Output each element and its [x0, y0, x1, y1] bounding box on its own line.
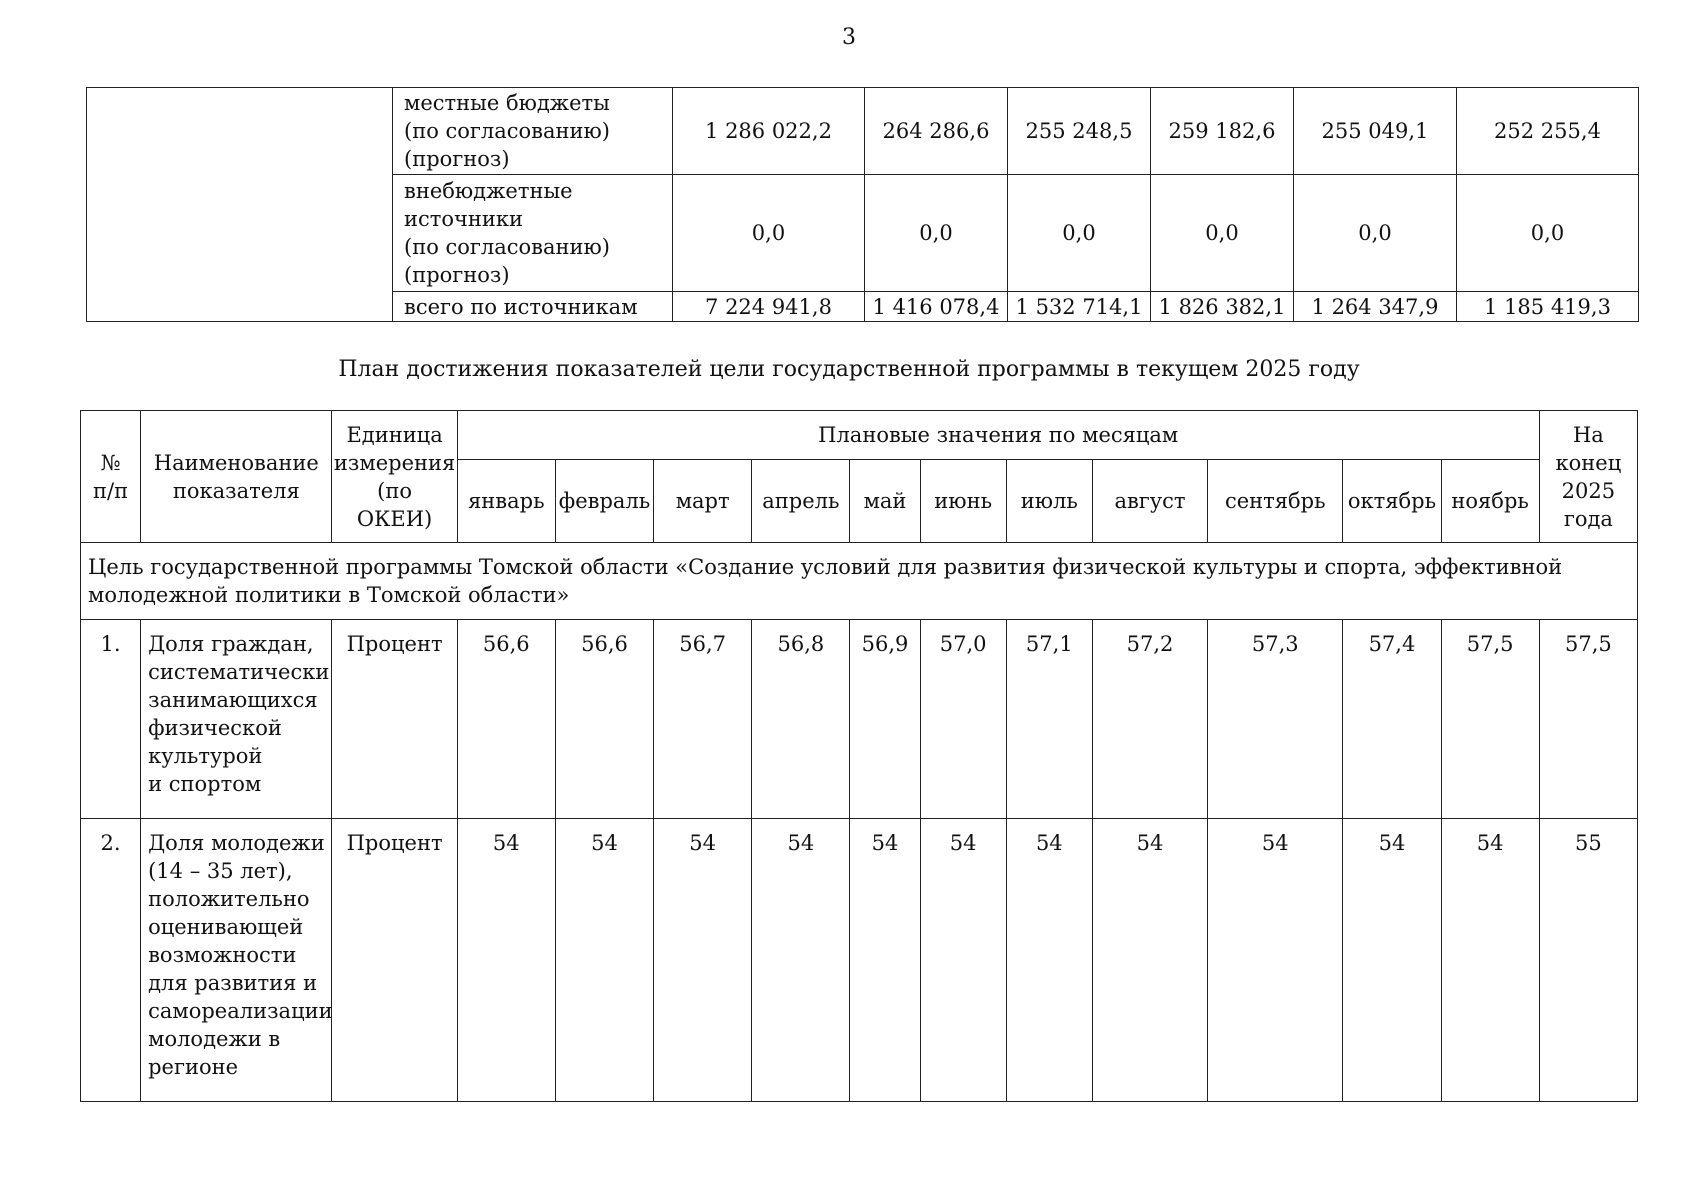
- month-value: 54: [1343, 819, 1441, 1102]
- header-indicator-name: Наименование показателя: [141, 411, 332, 543]
- funding-value: 0,0: [1457, 175, 1639, 292]
- funding-value: 1 264 347,9: [1294, 292, 1457, 322]
- month-value: 54: [555, 819, 653, 1102]
- funding-value: 0,0: [1008, 175, 1151, 292]
- funding-value: 7 224 941,8: [673, 292, 865, 322]
- funding-value: 0,0: [865, 175, 1008, 292]
- month-value: 57,2: [1092, 620, 1207, 819]
- month-value: 57,1: [1006, 620, 1092, 819]
- funding-table: [86, 87, 1639, 322]
- row-num: 2.: [81, 819, 141, 1102]
- header-months-group: Плановые значения по месяцам: [457, 411, 1539, 460]
- funding-source: всего по источникам: [393, 292, 673, 322]
- header-month: апрель: [752, 460, 850, 543]
- funding-value: 0,0: [1151, 175, 1294, 292]
- header-unit: Единица измерения (по ОКЕИ): [332, 411, 457, 543]
- header-month: сентябрь: [1208, 460, 1343, 543]
- header-num: № п/п: [81, 411, 141, 543]
- month-value: 57,3: [1208, 620, 1343, 819]
- indicator-unit: Процент: [332, 620, 457, 819]
- funding-value: 259 182,6: [1151, 88, 1294, 175]
- indicator-name: Доля молодежи (14 – 35 лет), положительно оценивающей возможности для развития и самореализации молодежи в регионе: [141, 819, 332, 1102]
- month-value: 56,6: [555, 620, 653, 819]
- month-value: 56,8: [752, 620, 850, 819]
- month-value: 54: [920, 819, 1006, 1102]
- month-value: 57,0: [920, 620, 1006, 819]
- month-value: 57,5: [1441, 620, 1539, 819]
- funding-value: 255 049,1: [1294, 88, 1457, 175]
- row-num: 1.: [81, 620, 141, 819]
- header-month: май: [850, 460, 920, 543]
- page-number: 3: [842, 25, 856, 50]
- month-value: 56,9: [850, 620, 920, 819]
- header-month: октябрь: [1343, 460, 1441, 543]
- funding-value: 1 416 078,4: [865, 292, 1008, 322]
- header-month: август: [1092, 460, 1207, 543]
- funding-row: [87, 88, 1639, 175]
- month-value: 54: [1208, 819, 1343, 1102]
- funding-value: 0,0: [673, 175, 865, 292]
- funding-value: 255 248,5: [1008, 88, 1151, 175]
- header-month: март: [654, 460, 752, 543]
- funding-source: внебюджетные источники (по согласованию) (прогноз): [393, 175, 673, 292]
- funding-empty-cell: [87, 88, 393, 322]
- funding-value: 264 286,6: [865, 88, 1008, 175]
- funding-value: 1 185 419,3: [1457, 292, 1639, 322]
- funding-value: 0,0: [1294, 175, 1457, 292]
- funding-value: 252 255,4: [1457, 88, 1639, 175]
- goal-row: Цель государственной программы Томской области «Создание условий для развития физической культуры и спорта, эффективной молодежной политики в Томской области»: [81, 543, 1638, 620]
- month-value: 54: [457, 819, 555, 1102]
- header-month: июль: [1006, 460, 1092, 543]
- month-value: 54: [752, 819, 850, 1102]
- header-year-end: На конец 2025 года: [1539, 411, 1637, 543]
- header-month: ноябрь: [1441, 460, 1539, 543]
- month-value: 57,4: [1343, 620, 1441, 819]
- header-month: февраль: [555, 460, 653, 543]
- year-end-value: 55: [1539, 819, 1637, 1102]
- indicator-unit: Процент: [332, 819, 457, 1102]
- month-value: 54: [850, 819, 920, 1102]
- section-title: План достижения показателей цели государственной программы в текущем 2025 году: [338, 357, 1360, 382]
- table-row: [81, 819, 1638, 1102]
- month-value: 54: [654, 819, 752, 1102]
- month-value: 54: [1006, 819, 1092, 1102]
- funding-value: 1 286 022,2: [673, 88, 865, 175]
- month-value: 54: [1441, 819, 1539, 1102]
- table-row: [81, 620, 1638, 819]
- year-end-value: 57,5: [1539, 620, 1637, 819]
- indicator-name: Доля граждан, систематически занимающихся физической культурой и спортом: [141, 620, 332, 819]
- indicators-plan-table: [80, 410, 1638, 1102]
- month-value: 56,7: [654, 620, 752, 819]
- funding-source: местные бюджеты (по согласованию) (прогноз): [393, 88, 673, 175]
- funding-value: 1 826 382,1: [1151, 292, 1294, 322]
- month-value: 56,6: [457, 620, 555, 819]
- header-month: июнь: [920, 460, 1006, 543]
- funding-value: 1 532 714,1: [1008, 292, 1151, 322]
- header-month: январь: [457, 460, 555, 543]
- month-value: 54: [1092, 819, 1207, 1102]
